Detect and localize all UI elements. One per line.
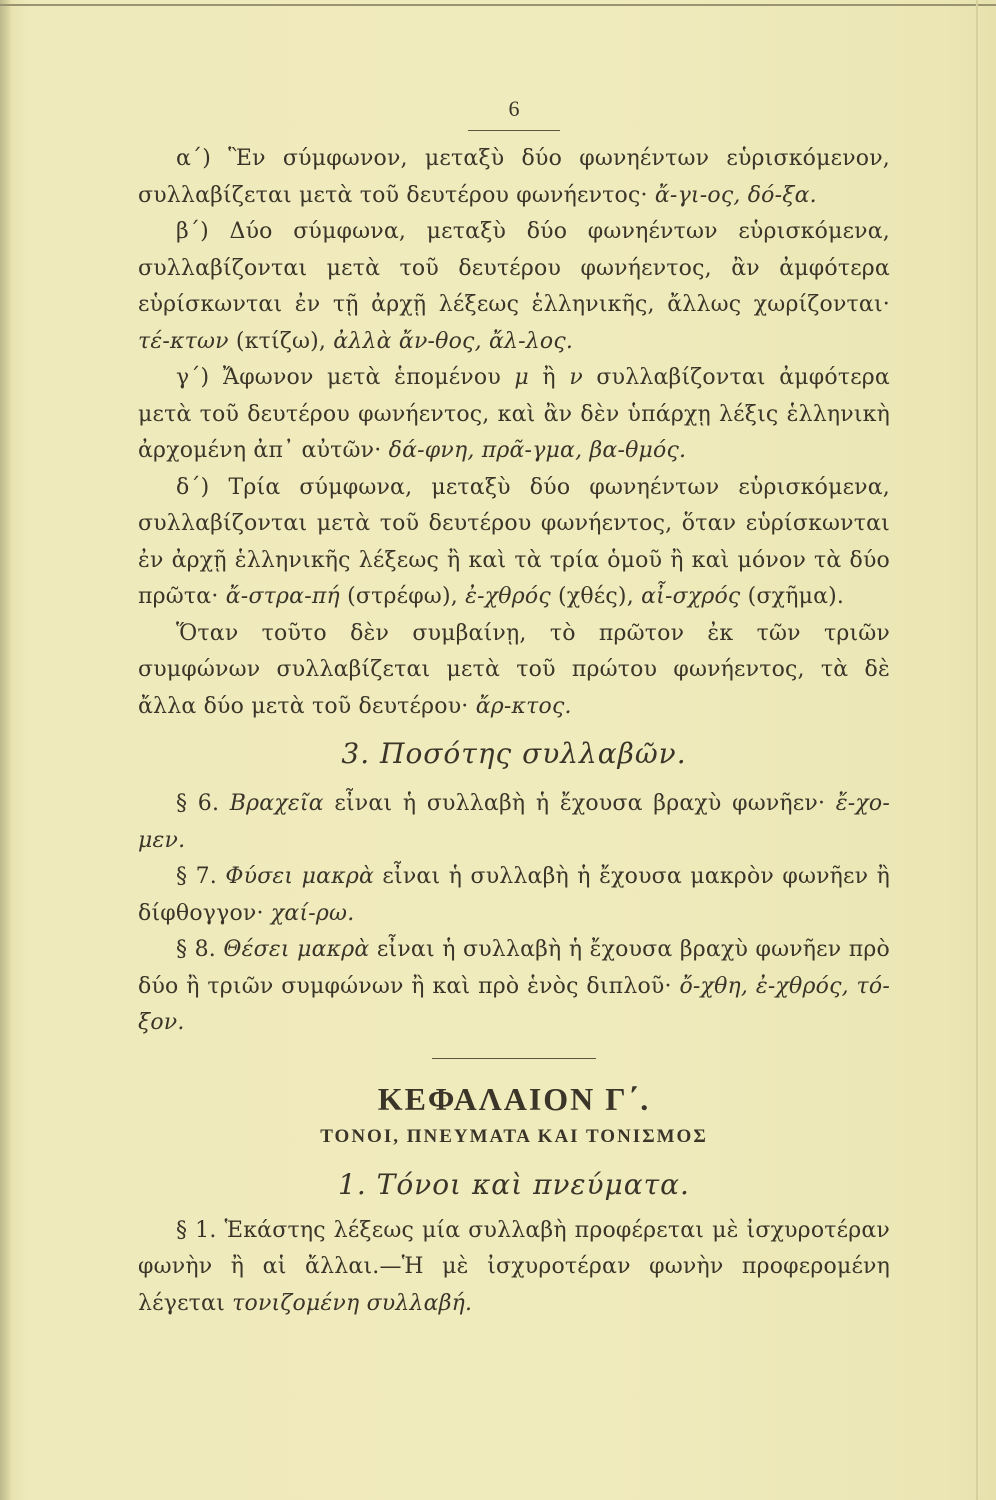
rule-delta-example-3: αἶ-σχρός [641, 584, 741, 609]
paragraph-6-number: § 6. [176, 791, 230, 816]
rule-gamma-examples: δά-φνη, πρᾶ-γμα, βα-θμός. [388, 438, 687, 463]
rule-delta-tail-2: (χθές), [550, 584, 642, 609]
rule-gamma-text: γ΄) Ἄφωνον μετὰ ἑπομένου [176, 365, 515, 390]
paragraph-7 [138, 859, 890, 932]
rule-beta-example-1: τέ-κτων [138, 328, 229, 354]
paragraph-7-example: χαί-ρω. [270, 900, 355, 926]
page-number: 6 [508, 96, 520, 121]
rule-gamma-letter-mu: μ [514, 365, 529, 390]
rule-alpha [138, 141, 890, 214]
paragraph-1-number: § 1. [176, 1217, 225, 1243]
paragraph-6-example: ἔ-χο-μεν. [138, 791, 890, 853]
top-edge-line [0, 4, 996, 6]
paragraph-8 [138, 932, 890, 1042]
paragraph-6 [138, 786, 890, 859]
paragraph-1-term: τονιζομένη συλλαβή. [232, 1290, 473, 1316]
chapter-subtitle: ΤΟΝΟΙ, ΠΝΕΥΜΑΤΑ ΚΑΙ ΤΟΝΙΣΜΟΣ [320, 1125, 708, 1147]
rule-beta-text: β΄) Δύο σύμφωνα, μεταξὺ δύο φωνηέντων εὑρισκόμενα, συλλαβίζονται μετὰ τοῦ δευτέρου φωνήεντος, ἂν ἀμφότερα εὑρίσκωνται ἐν τῇ ἀρχῇ λέξεως ἑλληνικῆς, ἄλλως χωρίζονται· [138, 219, 890, 317]
paragraph-8-term: Θέσει μακρὰ [223, 937, 370, 962]
binding-shadow [0, 0, 12, 1500]
rule-delta-tail-1: (στρέφω), [339, 584, 466, 609]
paragraph-7-number: § 7. [176, 864, 226, 889]
paragraph-6-text: εἶναι ἡ συλλαβὴ ἡ ἔχουσα βραχὺ φωνῆεν· [323, 791, 836, 816]
paragraph-8-text: εἶναι ἡ συλλαβὴ ἡ ἔχουσα βραχὺ φωνῆεν πρὸ δύο ἢ τριῶν συμφώνων ἢ καὶ πρὸ ἑνὸς διπλοῦ· [138, 937, 890, 999]
page-number-rule [468, 130, 560, 131]
rule-exception-text: Ὅταν τοῦτο δὲν συμβαίνῃ, τὸ πρῶτον ἐκ τῶν τριῶν συμφώνων συλλαβίζεται μετὰ τοῦ πρώτου φωνήεντος, τὰ δὲ ἄλλα δύο μετὰ τοῦ δευτέρου· [138, 620, 890, 719]
rule-gamma-mid: ἢ [528, 365, 570, 390]
rule-beta-tail: (κτίζω), [228, 328, 334, 354]
rule-alpha-examples: ἄ-γι-ος, δό-ξα. [654, 182, 817, 208]
paragraph-1-text: Ἑκάστης λέξεως μία συλλαβὴ προφέρεται μὲ ἰσχυροτέραν φωνὴν ἢ αἱ ἄλλαι.—Ἡ μὲ ἰσχυροτέραν φωνὴν προφερομένη λέγεται [138, 1217, 890, 1316]
page-content [138, 96, 890, 1322]
rule-delta-tail-3: (σχῆμα). [740, 584, 845, 609]
rule-gamma-letter-nu: ν [569, 365, 583, 390]
paragraph-6-term: Βραχεῖα [229, 791, 324, 816]
section-3-title: 3. Ποσότης συλλαβῶν. [341, 737, 687, 770]
paragraph-1 [138, 1213, 890, 1323]
chapter-title: ΚΕΦΑΛΑΙΟΝ Γ΄. [377, 1080, 651, 1117]
rule-delta-text: δ΄) Τρία σύμφωνα, μεταξὺ δύο φωνηέντων εὑρισκόμενα, συλλαβίζονται μετὰ τοῦ δευτέρου φωνήεντος, ὅταν εὑρίσκωνται ἐν ἀρχῇ ἑλληνικῆς λέξεως ἢ καὶ τὰ τρία ὁμοῦ ἢ καὶ μόνον τὰ δύο πρῶτα· [138, 474, 890, 609]
paragraph-8-number: § 8. [176, 937, 224, 962]
rule-exception [138, 616, 890, 726]
paragraph-7-text: εἶναι ἡ συλλαβὴ ἡ ἔχουσα μακρὸν φωνῆεν ἢ δίφθογγον· [138, 864, 891, 926]
rule-delta-example-2: ἐ-χθρός [465, 584, 551, 609]
rule-exception-example: ἄρ-κτος. [475, 693, 572, 719]
rule-delta-example-1: ἄ-στρα-πή [225, 584, 340, 609]
rule-alpha-text: α΄) Ἓν σύμφωνον, μεταξὺ δύο φωνηέντων εὑρισκόμενον, συλλαβίζεται μετὰ τοῦ δευτέρου φωνήεντος· [138, 146, 890, 208]
paragraph-8-examples: ὄ-χθη, ἐ-χθρός, τό-ξον. [138, 973, 891, 1035]
rule-beta-example-2: ἀλλὰ ἄν-θος, ἄλ-λος. [333, 328, 574, 354]
rule-delta [138, 470, 890, 616]
section-1-title: 1. Τόνοι καὶ πνεύματα. [338, 1167, 690, 1201]
paragraph-7-term: Φύσει μακρὰ [225, 864, 375, 889]
rule-beta [138, 214, 890, 360]
rule-gamma [138, 360, 890, 470]
rule-gamma-tail: συλλαβίζονται ἀμφότερα μετὰ τοῦ δευτέρου φωνήεντος, καὶ ἂν δὲν ὑπάρχῃ λέξις ἑλληνικὴ ἀρχομένη ἀπ᾽ αὐτῶν· [138, 365, 890, 463]
section-divider [432, 1058, 596, 1059]
right-edge-line [976, 0, 978, 1500]
